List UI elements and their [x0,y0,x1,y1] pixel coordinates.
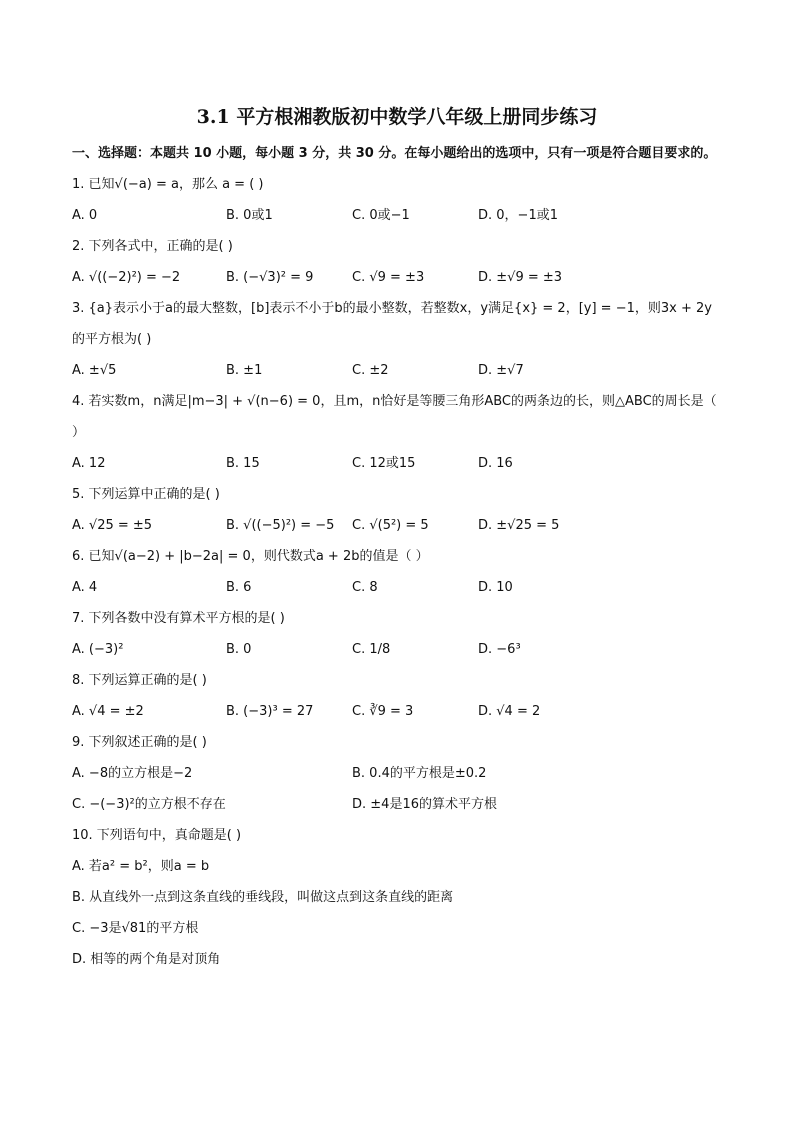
question-options [72,634,722,665]
option-b: B. 0 [226,642,252,657]
question-options [72,200,722,231]
option-a: A. 0 [72,208,98,223]
question-options [72,262,722,293]
page-title: 3.1 平方根湘教版初中数学八年级上册同步练习 [196,106,598,128]
option-a: A. ±√5 [72,363,117,378]
question-options [72,789,722,820]
option-b: B. (−3)³ = 27 [226,704,314,719]
option-d: D. √4 = 2 [478,704,541,719]
question-options [72,448,722,479]
exam-page [72,100,722,975]
option-a: A. √((−2)²) = −2 [72,270,181,285]
option-c: C. 12或15 [352,456,416,471]
question-stem: 2. 下列各式中，正确的是( ) [72,239,233,254]
option-d: D. −6³ [478,642,521,657]
option-d: D. ±√7 [478,363,524,378]
option-a: A. √4 = ±2 [72,704,144,719]
option-d: D. 10 [478,580,513,595]
option-c: C. −(−3)²的立方根不存在 [72,797,226,812]
option-d: D. 0，−1或1 [478,208,558,223]
option-a: A. 4 [72,580,98,595]
option-d: D. 相等的两个角是对顶角 [72,952,221,967]
question-stem: 6. 已知√(a−2) + |b−2a| = 0，则代数式a + 2b的值是（ ） [72,549,429,564]
option-a: A. −8的立方根是−2 [72,766,193,781]
option-b: B. 6 [226,580,252,595]
option-a: A. 12 [72,456,106,471]
option-a: A. (−3)² [72,642,124,657]
option-d: D. ±√25 = 5 [478,518,560,533]
question-options [72,572,722,603]
option-d: D. ±4是16的算术平方根 [352,797,497,812]
question-stem: 5. 下列运算中正确的是( ) [72,487,220,502]
option-c: C. 0或−1 [352,208,410,223]
option-b: B. (−√3)² = 9 [226,270,314,285]
option-a: A. 若a² = b²，则a = b [72,859,210,874]
option-d: D. ±√9 = ±3 [478,270,563,285]
question-options [72,758,722,789]
question-stem: 8. 下列运算正确的是( ) [72,673,207,688]
option-c: C. 1/8 [352,642,391,657]
question-stem: 9. 下列叙述正确的是( ) [72,735,207,750]
option-b: B. √((−5)²) = −5 [226,518,335,533]
option-b: B. 0或1 [226,208,273,223]
option-b: B. ±1 [226,363,263,378]
question-options [72,355,722,386]
option-b: B. 从直线外一点到这条直线的垂线段，叫做这点到这条直线的距离 [72,890,454,905]
question-stem: 3. {a}表示小于a的最大整数，[b]表示不小于b的最小整数，若整数x，y满足{x} = 2，[y] = −1，则3x + 2y的平方根为( ) [72,301,712,347]
option-a: A. √25 = ±5 [72,518,153,533]
option-b: B. 0.4的平方根是±0.2 [352,766,487,781]
option-b: B. 15 [226,456,260,471]
option-c: C. 8 [352,580,378,595]
section-heading: 一、选择题：本题共 10 小题，每小题 3 分，共 30 分。在每小题给出的选项中，只有一项是符合题目要求的。 [72,146,717,161]
question-stem: 4. 若实数m，n满足|m−3| + √(n−6) = 0，且m，n恰好是等腰三角形ABC的两条边的长，则△ABC的周长是（ ） [72,394,717,440]
question-stem: 1. 已知√(−a) = a，那么 a = ( ) [72,177,264,192]
question-stem: 10. 下列语句中，真命题是( ) [72,828,242,843]
option-c: C. ∛9 = 3 [352,704,414,719]
option-c: C. −3是√81的平方根 [72,921,199,936]
option-d: D. 16 [478,456,513,471]
option-c: C. √9 = ±3 [352,270,425,285]
question-stem: 7. 下列各数中没有算术平方根的是( ) [72,611,285,626]
option-c: C. √(5²) = 5 [352,518,429,533]
option-c: C. ±2 [352,363,389,378]
question-options [72,510,722,541]
question-options [72,696,722,727]
